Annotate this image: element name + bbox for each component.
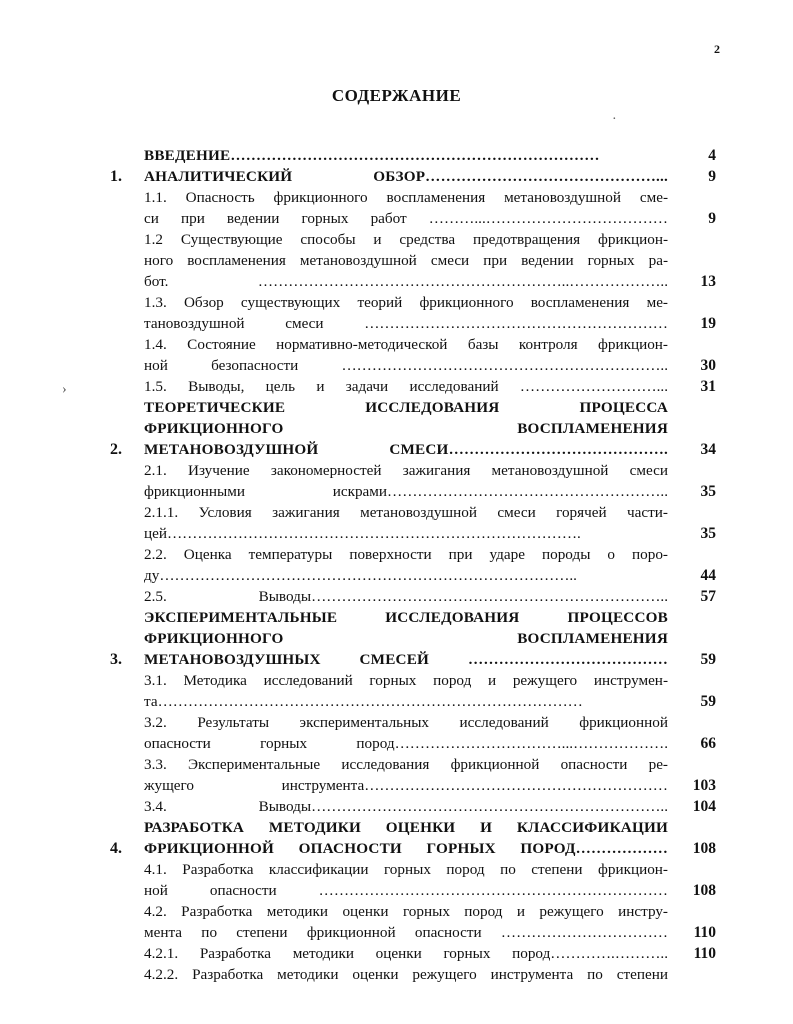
toc-entry-page: 110 [693,924,716,941]
toc-entry-line: 2.1.1. Условия зажигания метановоздушной смеси горячей части- [144,504,668,521]
toc-entry [110,607,716,670]
toc-entry-page: 13 [700,273,716,290]
toc-entry-title [144,670,668,712]
toc-entry-line: ного воспламенения метановоздушной смеси при ведении горных ра- [144,252,668,269]
toc-entry-line: 4.1. Разработка классификации горных пород по степени фрикцион- [144,861,668,878]
toc-entry-number: 1. [110,168,122,185]
toc-entry-title [144,586,668,607]
toc-entry [110,754,716,796]
toc-entry-number: 4. [110,840,122,857]
toc-entry-title [144,460,668,502]
toc-entry-line: 1.5. Выводы, цель и задачи исследований ………………………... [144,378,668,395]
toc-entry-title [144,964,668,985]
toc-entry-line: 3.1. Методика исследований горных пород и режущего инструмен- [144,672,668,689]
toc-entry-page: 57 [700,588,716,605]
toc-entry [110,460,716,502]
toc-entry-line: ФРИКЦИОННОГО ВОСПЛАМЕНЕНИЯ [144,420,668,437]
toc-entry-title [144,187,668,229]
toc-entry [110,145,716,166]
toc-entry [110,544,716,586]
toc-entry-line: 1.3. Обзор существующих теорий фрикционного воспламенения ме- [144,294,668,311]
toc-entry-page: 110 [693,945,716,962]
toc-entry-page: 104 [692,798,716,815]
toc-entry-title [144,502,668,544]
table-of-contents [110,145,716,985]
toc-entry [110,187,716,229]
toc-entry-line: ФРИКЦИОННОЙ ОПАСНОСТИ ГОРНЫХ ПОРОД……………… [144,840,668,857]
toc-entry-page: 35 [700,483,716,500]
toc-entry-line: ТЕОРЕТИЧЕСКИЕ ИССЛЕДОВАНИЯ ПРОЦЕССА [144,399,668,416]
toc-entry [110,292,716,334]
toc-entry-page: 59 [700,651,716,668]
scan-speck: · [612,112,617,127]
toc-entry-page: 103 [692,777,716,794]
toc-entry [110,502,716,544]
toc-entry-line: 2.2. Оценка температуры поверхности при ударе породы о поро- [144,546,668,563]
toc-entry [110,334,716,376]
toc-entry-line: 4.2. Разработка методики оценки горных пород и режущего инстру- [144,903,668,920]
toc-entry [110,943,716,964]
toc-entry-line: тановоздушной смеси …………………………………………………… [144,315,668,332]
toc-entry-line: жущего инструмента…………………………………………………… [144,777,668,794]
toc-entry-title [144,712,668,754]
toc-entry [110,397,716,460]
toc-entry-page: 4 [708,147,716,164]
toc-entry-page: 9 [708,168,716,185]
toc-entry-page: 30 [700,357,716,374]
toc-entry-title [144,817,668,859]
page-number: 2 [714,42,720,56]
toc-entry-title [144,334,668,376]
toc-entry [110,166,716,187]
toc-entry-line: ной опасности …………………………………………………………… [144,882,668,899]
toc-entry-page: 35 [700,525,716,542]
toc-entry-page: 9 [708,210,716,227]
toc-entry-line: 2.5. Выводы…………………………………………………………….. [144,588,668,605]
toc-entry-line: 1.4. Состояние нормативно-методической базы контроля фрикцион- [144,336,668,353]
toc-entry [110,712,716,754]
toc-entry-page: 108 [692,840,716,857]
toc-entry-title [144,229,668,292]
toc-entry-line: ВВЕДЕНИЕ……………………………………………………………… [144,147,600,164]
toc-entry [110,670,716,712]
toc-entry-title [144,607,668,670]
toc-entry-line: 2.1. Изучение закономерностей зажигания метановоздушной смеси [144,462,668,479]
toc-entry-line: мента по степени фрикционной опасности …………………………… [144,924,668,941]
page-title: СОДЕРЖАНИЕ [331,86,462,105]
toc-entry-line: АНАЛИТИЧЕСКИЙ ОБЗОР………………………………………... [144,168,668,185]
toc-entry-title [144,754,668,796]
toc-entry-line: 4.2.2. Разработка методики оценки режущего инструмента по степени [144,966,668,983]
toc-entry-page: 66 [700,735,716,752]
toc-entry-line: ной безопасности ……………………………………………………….. [144,357,668,374]
toc-entry [110,859,716,901]
toc-entry-line: ЭКСПЕРИМЕНТАЛЬНЫЕ ИССЛЕДОВАНИЯ ПРОЦЕССОВ [144,609,668,626]
toc-entry-line: бот. ……………………………………………………..……………….. [144,273,668,290]
toc-entry-page: 108 [692,882,716,899]
toc-entry-line: фрикционными искрами……………………………………………….. [144,483,668,500]
toc-entry [110,901,716,943]
toc-entry-line: 4.2.1. Разработка методики оценки горных пород………….……….. [144,945,668,962]
toc-entry-line: МЕТАНОВОЗДУШНОЙ СМЕСИ……………………………………. [144,441,668,458]
toc-entry [110,796,716,817]
toc-entry-line: опасности горных пород……………………………...………………. [144,735,668,752]
toc-entry [110,964,716,985]
toc-entry-title [144,901,668,943]
toc-entry-title [144,796,668,817]
toc-entry-title [144,292,668,334]
toc-entry-page: 44 [700,567,716,584]
toc-entry-line: цей………………………………………………………………………. [144,525,581,542]
toc-entry-page: 31 [700,378,716,395]
toc-entry-title [144,145,668,166]
toc-entry [110,229,716,292]
scan-speck: › [62,382,67,397]
toc-entry-line: та………………………………………………………………………… [144,693,583,710]
toc-entry-page: 34 [700,441,716,458]
toc-entry-line: ду……………………………………………………………………….. [144,567,577,584]
toc-entry [110,376,716,397]
toc-entry [110,817,716,859]
toc-entry-number: 2. [110,441,122,458]
toc-entry-line: 1.1. Опасность фрикционного воспламенения метановоздушной сме- [144,189,668,206]
toc-entry-number: 3. [110,651,122,668]
toc-entry-line: 3.4. Выводы…………………………………………………………….. [144,798,668,815]
toc-entry-line: 3.3. Экспериментальные исследования фрикционной опасности ре- [144,756,668,773]
toc-entry-page: 59 [700,693,716,710]
toc-entry-line: си при ведении горных работ ………...……………………………… [144,210,668,227]
toc-entry-title [144,544,668,586]
toc-entry-line: РАЗРАБОТКА МЕТОДИКИ ОЦЕНКИ И КЛАССИФИКАЦИИ [144,819,668,836]
toc-entry-title [144,397,668,460]
toc-entry [110,586,716,607]
toc-entry-title [144,376,668,397]
toc-entry-line: ФРИКЦИОННОГО ВОСПЛАМЕНЕНИЯ [144,630,668,647]
toc-entry-title [144,859,668,901]
toc-entry-line: МЕТАНОВОЗДУШНЫХ СМЕСЕЙ ………………………………… [144,651,668,668]
toc-entry-page: 19 [700,315,716,332]
toc-entry-line: 3.2. Результаты экспериментальных исследований фрикционной [144,714,668,731]
toc-entry-title [144,943,668,964]
toc-entry-line: 1.2 Существующие способы и средства предотвращения фрикцион- [144,231,668,248]
toc-entry-title [144,166,668,187]
